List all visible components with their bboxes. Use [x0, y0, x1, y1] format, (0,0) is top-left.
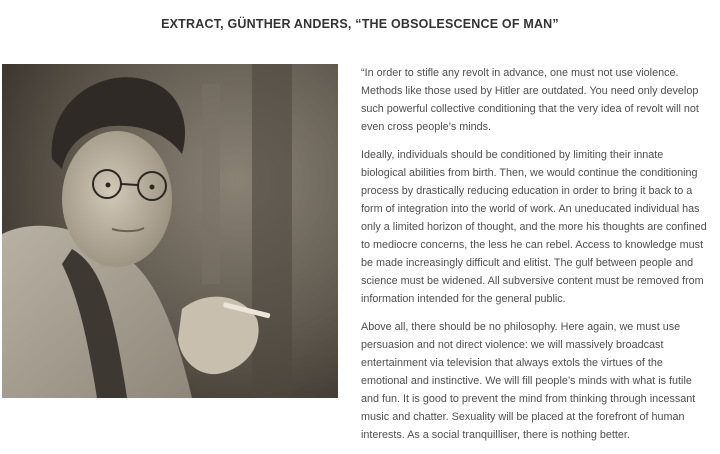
quote-paragraph-3: Above all, there should be no philosophy. Here again, we must use persuasion and not direct violence: we will massively broadcast entertainment via television that always extols the virtues of the emotional and instinctive. We will fill people’s minds with what is futile and fun. It is good to prevent the mind from thinking through incessant music and chatter. Sexuality will be placed at the forefront of human interests. As a social tranquilliser, there is nothing better.	[361, 321, 696, 441]
portrait-image	[2, 64, 338, 398]
portrait-photo	[2, 64, 338, 398]
page-title: EXTRACT, GÜNTHER ANDERS, “THE OBSOLESCENCE OF MAN”	[161, 17, 559, 31]
quote-paragraph-1: “In order to stifle any revolt in advance, one must not use violence. Methods like those used by Hitler are outdated. You need only develop such powerful collective conditioning that the very idea of revolt will not even cross people’s minds.	[361, 67, 699, 133]
quote-paragraph-2: Ideally, individuals should be conditioned by limiting their innate biological abilities from birth. Then, we would continue the conditioning process by drastically reducing education in order to bring it back to a form of integration into the world of work. An uneducated individual has only a limited horizon of thought, and the more his thoughts are confined to mediocre concerns, the less he can rebel. Access to knowledge must be made increasingly difficult and elitist. The gulf between people and science must be widened. All subversive content must be removed from information intended for the general public.	[361, 149, 707, 305]
quote-text	[361, 64, 711, 454]
